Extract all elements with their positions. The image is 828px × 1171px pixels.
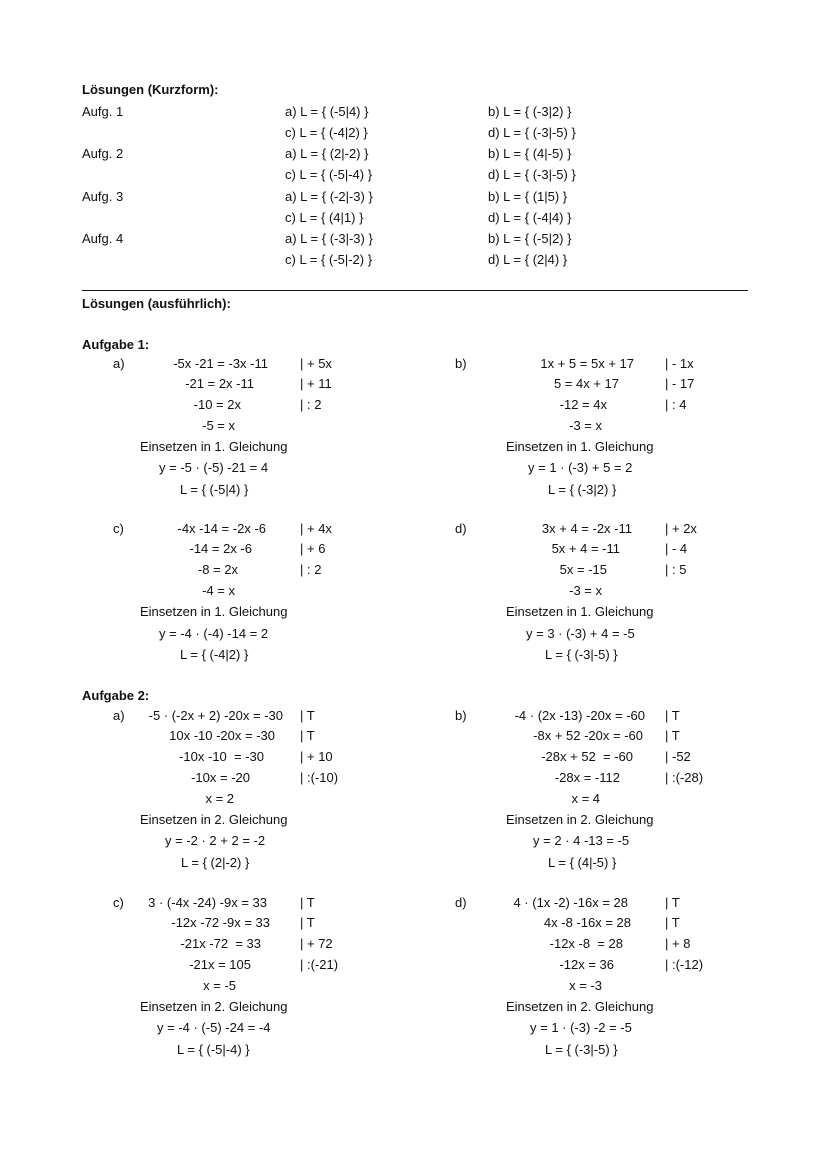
y-calculation: y = 1 · (-3) + 5 = 2 <box>528 460 633 475</box>
equation-line: -10x -10 = -30 <box>179 749 264 764</box>
kurz-label: Aufg. 2 <box>82 146 124 161</box>
operation: | + 2x <box>665 521 697 536</box>
part-label: b) <box>455 708 467 723</box>
equation-line: -10 = 2x <box>193 397 241 412</box>
equation-line: -12 = 4x <box>559 397 607 412</box>
kurz-left: c) L = { (4|1) } <box>285 210 364 225</box>
operation: | :(-10) <box>300 770 339 785</box>
einsetzen-text: Einsetzen in 1. Gleichung <box>506 604 654 619</box>
operation: | + 11 <box>300 376 332 391</box>
solution-set: L = { (-3|-5) } <box>545 647 618 662</box>
part-label: d) <box>455 895 467 910</box>
kurz-right: d) L = { (-3|-5) } <box>488 125 576 140</box>
solution-set: L = { (-3|-5) } <box>545 1042 618 1057</box>
equation-line: 3x + 4 = -2x -11 <box>541 521 632 536</box>
operation: | T <box>665 728 680 743</box>
aufgabe2-title: Aufgabe 2: <box>82 688 150 703</box>
operation: | + 10 <box>300 749 333 764</box>
einsetzen-text: Einsetzen in 2. Gleichung <box>506 812 654 827</box>
kurzform-title: Lösungen (Kurzform): <box>82 82 219 97</box>
equation-line: -5 · (-2x + 2) -20x = -30 <box>148 708 283 723</box>
equation-line: 3 · (-4x -24) -9x = 33 <box>148 895 267 910</box>
einsetzen-text: Einsetzen in 2. Gleichung <box>140 812 288 827</box>
equation-line: x = 4 <box>571 791 600 806</box>
equation-line: -5x -21 = -3x -11 <box>173 356 268 371</box>
operation: | T <box>300 708 315 723</box>
kurz-right: b) L = { (-5|2) } <box>488 231 572 246</box>
equation-line: -8x + 52 -20x = -60 <box>533 728 643 743</box>
equation-line: x = -3 <box>569 978 602 993</box>
aufgabe1-title: Aufgabe 1: <box>82 337 150 352</box>
operation: | :(-21) <box>300 957 339 972</box>
equation-line: -3 = x <box>569 418 602 433</box>
equation-line: 1x + 5 = 5x + 17 <box>540 356 634 371</box>
solution-set: L = { (-5|-4) } <box>177 1042 250 1057</box>
equation-line: -28x = -112 <box>554 770 620 785</box>
kurz-left: a) L = { (-3|-3) } <box>285 231 373 246</box>
kurz-left: a) L = { (-2|-3) } <box>285 189 373 204</box>
kurz-left: c) L = { (-4|2) } <box>285 125 368 140</box>
equation-line: -12x -72 -9x = 33 <box>171 915 270 930</box>
y-calculation: y = 3 · (-3) + 4 = -5 <box>526 626 635 641</box>
equation-line: -4x -14 = -2x -6 <box>177 521 266 536</box>
equation-line: 5x + 4 = -11 <box>551 541 620 556</box>
equation-line: -14 = 2x -6 <box>189 541 252 556</box>
operation: | - 17 <box>665 376 695 391</box>
kurz-right: b) L = { (4|-5) } <box>488 146 572 161</box>
equation-line: -21 = 2x -11 <box>185 376 254 391</box>
operation: | T <box>300 728 315 743</box>
equation-line: -5 = x <box>202 418 235 433</box>
part-label: c) <box>113 521 124 536</box>
operation: | T <box>300 915 315 930</box>
einsetzen-text: Einsetzen in 1. Gleichung <box>140 439 288 454</box>
kurz-left: c) L = { (-5|-4) } <box>285 167 373 182</box>
solution-set: L = { (-4|2) } <box>180 647 249 662</box>
y-calculation: y = -4 · (-4) -14 = 2 <box>159 626 269 641</box>
operation: | T <box>665 915 680 930</box>
equation-line: -21x = 105 <box>189 957 251 972</box>
part-label: c) <box>113 895 124 910</box>
solution-set: L = { (4|-5) } <box>548 855 617 870</box>
equation-line: 5x = -15 <box>559 562 607 577</box>
equation-line: x = -5 <box>203 978 236 993</box>
operation: | : 2 <box>300 562 322 577</box>
equation-line: -21x -72 = 33 <box>180 936 261 951</box>
operation: | + 6 <box>300 541 326 556</box>
equation-line: x = 2 <box>205 791 234 806</box>
equation-line: 4x -8 -16x = 28 <box>543 915 631 930</box>
operation: | : 2 <box>300 397 322 412</box>
kurz-label: Aufg. 3 <box>82 189 124 204</box>
equation-line: -28x + 52 = -60 <box>541 749 633 764</box>
kurz-right: b) L = { (1|5) } <box>488 189 568 204</box>
operation: | :(-12) <box>665 957 704 972</box>
operation: | T <box>300 895 315 910</box>
einsetzen-text: Einsetzen in 1. Gleichung <box>140 604 288 619</box>
y-calculation: y = 2 · 4 -13 = -5 <box>533 833 630 848</box>
equation-line: -8 = 2x <box>197 562 238 577</box>
operation: | T <box>665 708 680 723</box>
operation: | :(-28) <box>665 770 704 785</box>
y-calculation: y = -2 · 2 + 2 = -2 <box>165 833 266 848</box>
operation: | - 4 <box>665 541 688 556</box>
equation-line: 5 = 4x + 17 <box>553 376 619 391</box>
kurz-right: b) L = { (-3|2) } <box>488 104 572 119</box>
equation-line: -4 · (2x -13) -20x = -60 <box>514 708 645 723</box>
operation: | + 5x <box>300 356 332 371</box>
kurz-label: Aufg. 4 <box>82 231 124 246</box>
operation: | - 1x <box>665 356 694 371</box>
y-calculation: y = -5 · (-5) -21 = 4 <box>159 460 269 475</box>
operation: | T <box>665 895 680 910</box>
part-label: b) <box>455 356 467 371</box>
operation: | : 4 <box>665 397 687 412</box>
part-label: d) <box>455 521 467 536</box>
einsetzen-text: Einsetzen in 1. Gleichung <box>506 439 654 454</box>
section-divider <box>82 290 748 291</box>
y-calculation: y = 1 · (-3) -2 = -5 <box>530 1020 632 1035</box>
solution-set: L = { (2|-2) } <box>181 855 250 870</box>
ausfuehrlich-title: Lösungen (ausführlich): <box>82 296 231 311</box>
operation: | + 72 <box>300 936 333 951</box>
equation-line: -4 = x <box>202 583 235 598</box>
kurz-right: d) L = { (2|4) } <box>488 252 568 267</box>
kurz-label: Aufg. 1 <box>82 104 124 119</box>
kurz-right: d) L = { (-4|4) } <box>488 210 572 225</box>
kurz-left: a) L = { (-5|4) } <box>285 104 369 119</box>
kurz-left: a) L = { (2|-2) } <box>285 146 369 161</box>
operation: | : 5 <box>665 562 687 577</box>
y-calculation: y = -4 · (-5) -24 = -4 <box>157 1020 271 1035</box>
solution-set: L = { (-5|4) } <box>180 482 249 497</box>
equation-line: -12x = 36 <box>559 957 614 972</box>
equation-line: 10x -10 -20x = -30 <box>169 728 275 743</box>
operation: | -52 <box>665 749 691 764</box>
operation: | + 4x <box>300 521 332 536</box>
equation-line: -10x = -20 <box>191 770 250 785</box>
equation-line: -12x -8 = 28 <box>549 936 623 951</box>
einsetzen-text: Einsetzen in 2. Gleichung <box>140 999 288 1014</box>
kurz-left: c) L = { (-5|-2) } <box>285 252 373 267</box>
part-label: a) <box>113 356 125 371</box>
kurz-right: d) L = { (-3|-5) } <box>488 167 576 182</box>
equation-line: 4 · (1x -2) -16x = 28 <box>513 895 628 910</box>
operation: | + 8 <box>665 936 691 951</box>
solution-set: L = { (-3|2) } <box>548 482 617 497</box>
equation-line: -3 = x <box>569 583 602 598</box>
einsetzen-text: Einsetzen in 2. Gleichung <box>506 999 654 1014</box>
part-label: a) <box>113 708 125 723</box>
